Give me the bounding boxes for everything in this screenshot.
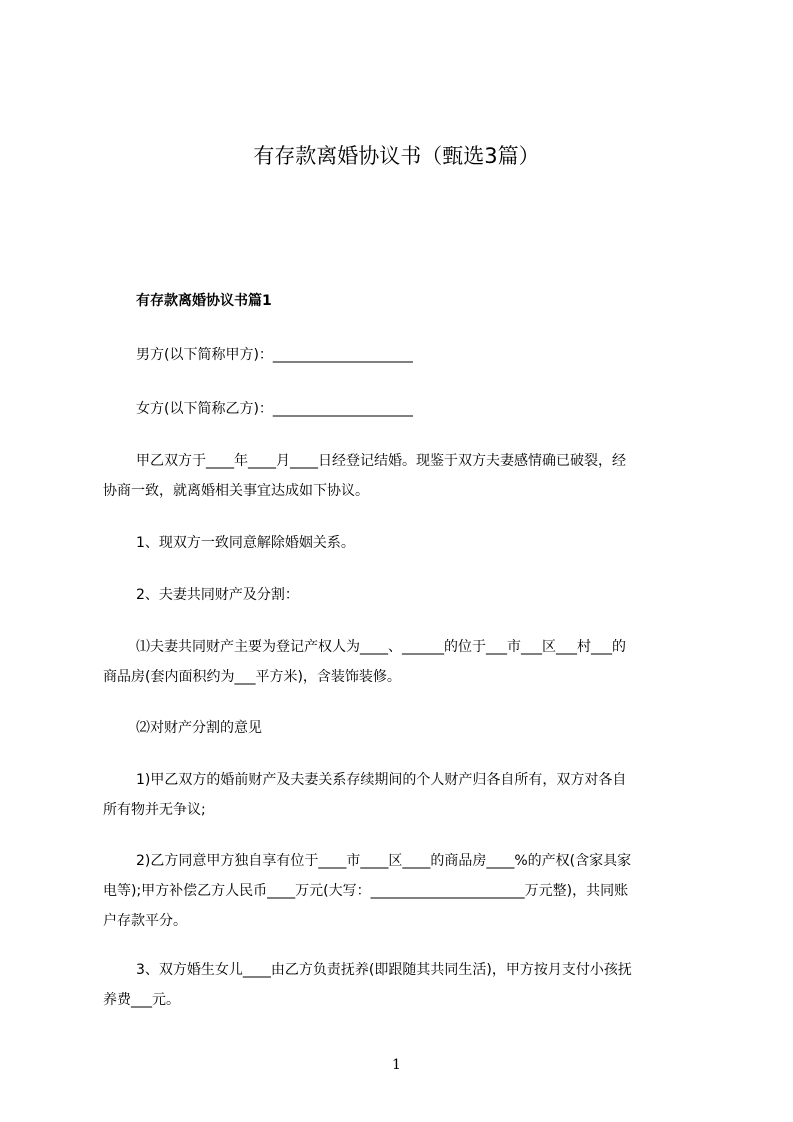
item-2-2-1-line-2: 所有物并无争议;	[103, 802, 206, 818]
item-2-text: 2、夫妻共同财产及分割：	[136, 587, 299, 603]
item-2-2-text: ⑵对财产分割的意见	[136, 720, 262, 736]
document-title: 有存款离婚协议书（甄选3篇）	[253, 144, 540, 168]
item-2-1-paragraph	[103, 632, 713, 692]
item-2-2-2-line-3: 户存款平分。	[103, 913, 187, 929]
item-3-line-1: 3、双方婚生女儿____由乙方负责抚养(即跟随其共同生活)，甲方按月支付小孩抚	[136, 962, 632, 978]
item-2-2-2-paragraph	[103, 846, 713, 936]
wife-line	[136, 394, 716, 424]
item-1-text: 1、现双方一致同意解除婚姻关系。	[136, 535, 355, 551]
item-2-2-paragraph	[136, 713, 716, 743]
section-heading: 有存款离婚协议书篇1	[136, 293, 272, 309]
wife-text: 女方(以下简称乙方)：____________________	[136, 401, 413, 417]
item-2-2-1-line-1: 1)甲乙双方的婚前财产及夫妻关系存续期间的个人财产归各自所有，双方对各自	[136, 772, 627, 788]
intro-line-2: 协商一致，就离婚相关事宜达成如下协议。	[103, 483, 369, 499]
item-3-line-2: 养费___元。	[103, 992, 180, 1008]
item-2-1-line-1: ⑴夫妻共同财产主要为登记产权人为____、______的位于___市___区___村___的	[136, 639, 626, 655]
item-3-paragraph	[103, 955, 713, 1015]
item-1-paragraph	[136, 528, 716, 558]
item-2-2-2-line-2: 电等);甲方补偿乙方人民币____万元(大写：______________________万元整)，共同账	[103, 883, 629, 899]
page-number: 1	[392, 1057, 401, 1073]
item-2-2-1-paragraph	[103, 765, 713, 825]
intro-line-1: 甲乙双方于____年____月____日经登记结婚。现鉴于双方夫妻感情确已破裂，经	[136, 453, 626, 469]
husband-text: 男方(以下简称甲方)：____________________	[136, 347, 413, 363]
husband-line	[136, 340, 716, 370]
item-2-1-line-2: 商品房(套内面积约为___平方米)，含装饰装修。	[103, 669, 401, 685]
intro-paragraph	[103, 446, 713, 506]
item-2-2-2-line-1: 2)乙方同意甲方独自享有位于____市____区____的商品房____%的产权(含家具家	[136, 853, 632, 869]
item-2-paragraph	[136, 580, 716, 610]
